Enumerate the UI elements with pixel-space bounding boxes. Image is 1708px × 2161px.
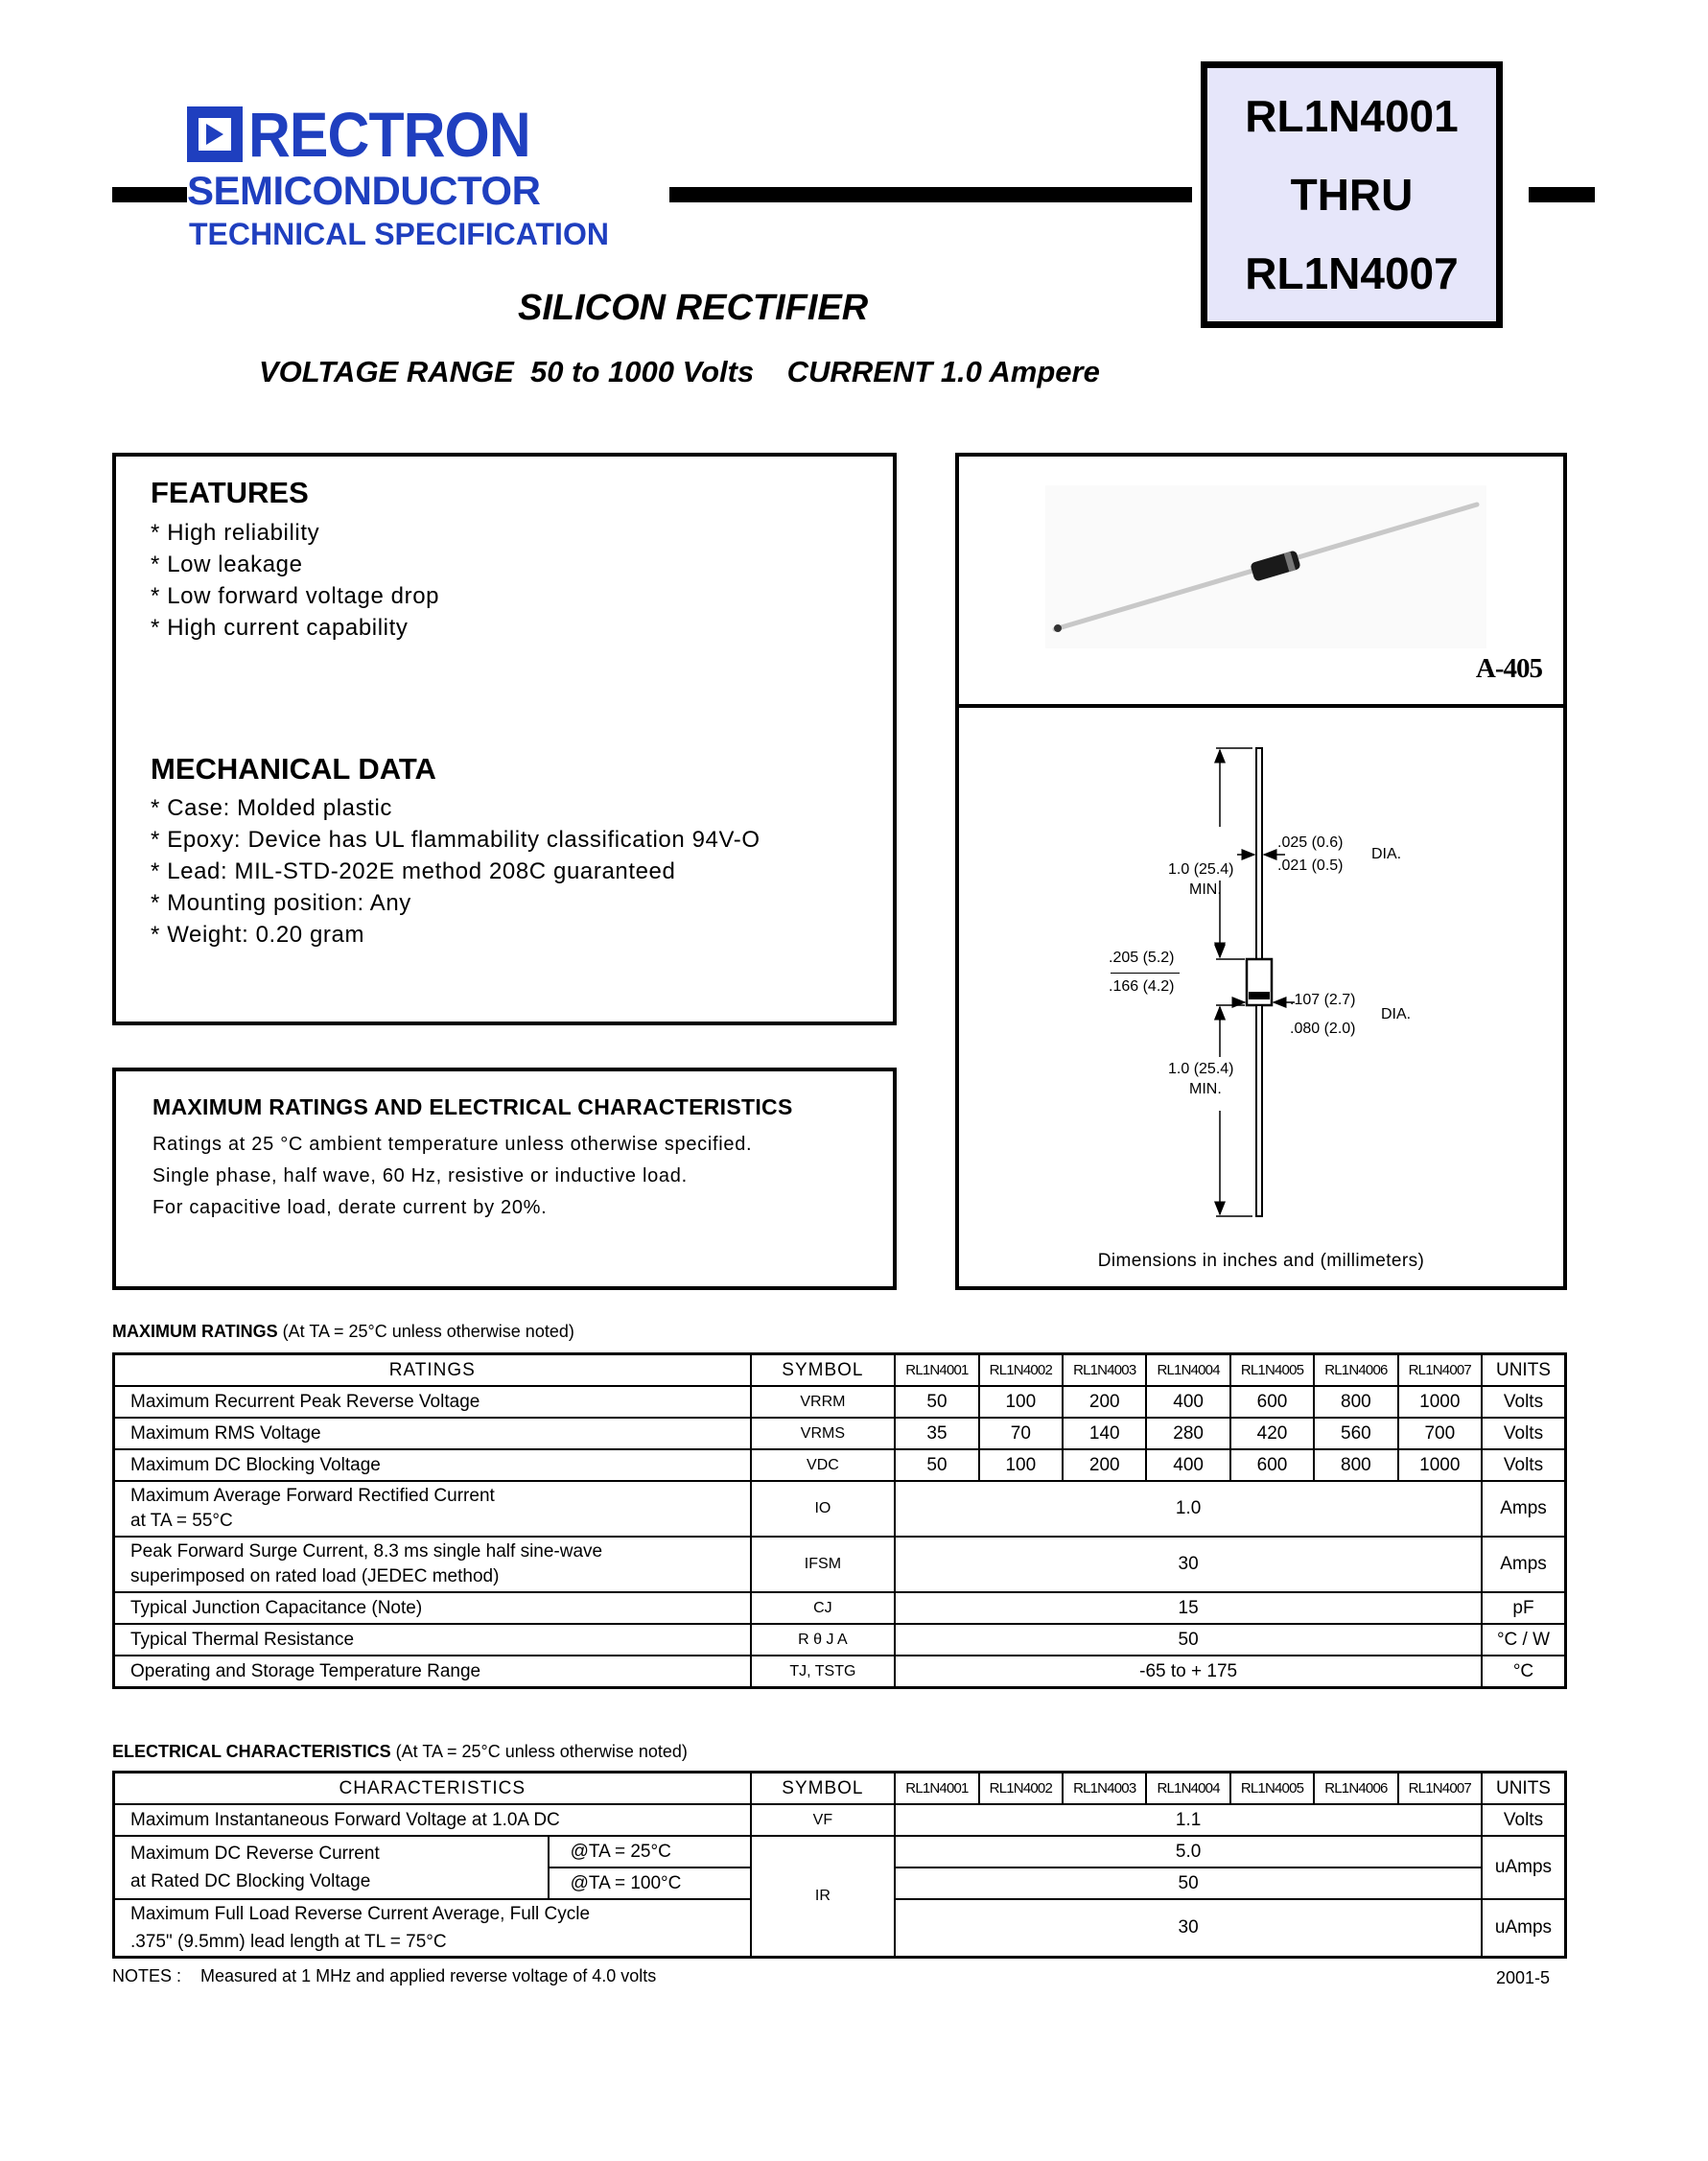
col-part: RL1N4004: [1146, 1773, 1229, 1805]
cell: 100: [979, 1386, 1063, 1418]
row-name: [114, 1899, 751, 1958]
cell: 420: [1230, 1418, 1314, 1449]
col-part: RL1N4007: [1398, 1354, 1482, 1387]
cell: 50: [895, 1867, 1482, 1899]
list-item: * Low forward voltage drop: [151, 583, 440, 609]
col-part: RL1N4007: [1398, 1773, 1482, 1805]
part-thru: THRU: [1290, 170, 1414, 220]
row-symbol: IO: [751, 1481, 896, 1537]
cell: 30: [895, 1899, 1482, 1958]
list-item: * High reliability: [151, 520, 320, 546]
brand-name: RECTRON: [248, 99, 530, 170]
col-part: RL1N4006: [1314, 1773, 1397, 1805]
row-name-line: at Rated DC Blocking Voltage: [130, 1871, 371, 1891]
lead-dia-label: DIA.: [1371, 846, 1402, 862]
part-to: RL1N4007: [1245, 248, 1459, 298]
col-part: RL1N4003: [1063, 1354, 1146, 1387]
cell: 800: [1314, 1386, 1397, 1418]
row-name: [114, 1481, 751, 1537]
cell: 600: [1230, 1386, 1314, 1418]
package-photo-box: [955, 453, 1567, 708]
body-dia-min: .080 (2.0): [1290, 1021, 1356, 1037]
table-row: [114, 1386, 1566, 1418]
cell: 30: [895, 1537, 1482, 1592]
mechanical-heading: MECHANICAL DATA: [151, 752, 436, 786]
doc-subtitle: VOLTAGE RANGE 50 to 1000 Volts CURRENT 1.0 Ampere: [259, 355, 1100, 388]
body-dia-label: DIA.: [1381, 1006, 1412, 1022]
lead-dia-min: .021 (0.5): [1277, 857, 1344, 874]
cell: 280: [1146, 1418, 1229, 1449]
col-part: RL1N4001: [895, 1773, 978, 1805]
max-ratings-caption-rest: (At TA = 25°C unless otherwise noted): [277, 1322, 574, 1341]
col-symbol: SYMBOL: [751, 1773, 896, 1805]
table-header-row: [114, 1354, 1566, 1387]
col-characteristics: CHARACTERISTICS: [114, 1773, 751, 1805]
header-rule-middle: [669, 187, 1192, 202]
brand-logo: [187, 101, 554, 168]
list-item: * Mounting position: Any: [151, 890, 411, 916]
lead-dia-max: .025 (0.6): [1277, 834, 1344, 851]
row-unit: Volts: [1482, 1386, 1566, 1418]
cell: 1000: [1398, 1449, 1482, 1481]
row-unit: Amps: [1482, 1537, 1566, 1592]
note-line: Single phase, half wave, 60 Hz, resistive or inductive load.: [152, 1165, 688, 1186]
header-rule-left: [112, 187, 187, 202]
max-ratings-table: [112, 1352, 1567, 1689]
elec-caption-bold: ELECTRICAL CHARACTERISTICS: [112, 1742, 391, 1761]
mechanical-list: [151, 792, 760, 951]
cell: 1.0: [895, 1481, 1482, 1537]
list-item: * Lead: MIL-STD-202E method 208C guaranteed: [151, 858, 676, 884]
col-ratings: RATINGS: [114, 1354, 751, 1387]
row-unit: pF: [1482, 1592, 1566, 1624]
cell: 200: [1063, 1386, 1146, 1418]
rectron-logo-icon: [187, 106, 243, 162]
col-units: UNITS: [1482, 1354, 1566, 1387]
cell: 70: [979, 1418, 1063, 1449]
cell: 50: [895, 1624, 1482, 1656]
row-name-line: at TA = 55°C: [130, 1511, 233, 1531]
cell: 1000: [1398, 1386, 1482, 1418]
row-name: Typical Junction Capacitance (Note): [114, 1592, 751, 1624]
row-name: [114, 1836, 549, 1899]
body-length-min: .166 (4.2): [1109, 978, 1175, 995]
features-list: [151, 517, 439, 644]
col-part: RL1N4003: [1063, 1773, 1146, 1805]
dimension-caption: Dimensions in inches and (millimeters): [1097, 1251, 1425, 1271]
row-unit: Amps: [1482, 1481, 1566, 1537]
cell: 600: [1230, 1449, 1314, 1481]
dimension-drawing: [959, 708, 1563, 1286]
row-symbol: VRMS: [751, 1418, 896, 1449]
cell: 400: [1146, 1386, 1229, 1418]
list-item: * High current capability: [151, 615, 409, 641]
list-item: * Case: Molded plastic: [151, 795, 392, 821]
cell: 35: [895, 1418, 978, 1449]
row-symbol: R θ J A: [751, 1624, 896, 1656]
revision-date: 2001-5: [1496, 1968, 1551, 1987]
diode-photo: [1045, 485, 1486, 648]
row-name-line: .375" (9.5mm) lead length at TL = 75°C: [130, 1932, 447, 1952]
col-part: RL1N4002: [979, 1354, 1063, 1387]
col-part: RL1N4002: [979, 1773, 1063, 1805]
brand-subtitle: SEMICONDUCTOR: [187, 168, 541, 213]
cell: 800: [1314, 1449, 1397, 1481]
body-dia-max: .107 (2.7): [1290, 992, 1356, 1008]
cell: 5.0: [895, 1836, 1482, 1867]
table-row: [114, 1449, 1566, 1481]
table-header-row: [114, 1773, 1566, 1805]
note-line: For capacitive load, derate current by 20%.: [152, 1197, 548, 1218]
bottom-lead-min: MIN.: [1189, 1081, 1222, 1097]
row-name: Maximum RMS Voltage: [114, 1418, 751, 1449]
row-symbol: IFSM: [751, 1537, 896, 1592]
row-name-line: Maximum Full Load Reverse Current Average, Full Cycle: [130, 1904, 591, 1924]
ratings-note-lines: [152, 1129, 752, 1224]
cell: 100: [979, 1449, 1063, 1481]
row-name: Typical Thermal Resistance: [114, 1624, 751, 1656]
features-heading: FEATURES: [151, 476, 309, 509]
row-unit: Volts: [1482, 1804, 1566, 1836]
table-row: [114, 1418, 1566, 1449]
max-ratings-caption: [112, 1322, 574, 1342]
list-item: * Epoxy: Device has UL flammability classification 94V-O: [151, 827, 760, 853]
row-name-line: Maximum Average Forward Rectified Current: [130, 1486, 495, 1506]
row-unit: Volts: [1482, 1418, 1566, 1449]
row-name-line: Peak Forward Surge Current, 8.3 ms single half sine-wave: [130, 1541, 603, 1562]
features-box: [112, 453, 897, 1025]
condition-cell: @TA = 25°C: [549, 1836, 751, 1867]
table-row: [114, 1592, 1566, 1624]
col-part: RL1N4006: [1314, 1354, 1397, 1387]
row-name-line: superimposed on rated load (JEDEC method): [130, 1566, 500, 1586]
cell: 200: [1063, 1449, 1146, 1481]
notes: NOTES : Measured at 1 MHz and applied reverse voltage of 4.0 volts: [112, 1966, 657, 1985]
bottom-lead-length: 1.0 (25.4): [1168, 1061, 1234, 1077]
ratings-note-heading: MAXIMUM RATINGS AND ELECTRICAL CHARACTERISTICS: [152, 1094, 793, 1119]
row-symbol: CJ: [751, 1592, 896, 1624]
divider: [1111, 973, 1180, 974]
table-row: [114, 1804, 1566, 1836]
elec-caption: [112, 1742, 688, 1762]
row-unit: Volts: [1482, 1449, 1566, 1481]
max-ratings-caption-bold: MAXIMUM RATINGS: [112, 1322, 278, 1341]
elec-table: [112, 1771, 1567, 1959]
row-symbol: VF: [751, 1804, 896, 1836]
header-rule-right: [1529, 187, 1595, 202]
col-part: RL1N4001: [895, 1354, 978, 1387]
row-name: Maximum Recurrent Peak Reverse Voltage: [114, 1386, 751, 1418]
ratings-note-box: [112, 1068, 897, 1290]
part-from: RL1N4001: [1245, 91, 1459, 141]
table-row: [114, 1624, 1566, 1656]
col-units: UNITS: [1482, 1773, 1566, 1805]
cell: 140: [1063, 1418, 1146, 1449]
row-unit: uAmps: [1482, 1899, 1566, 1958]
dimension-drawing-box: [955, 704, 1567, 1290]
row-unit: uAmps: [1482, 1836, 1566, 1899]
row-symbol: IR: [751, 1836, 896, 1958]
cell: 560: [1314, 1418, 1397, 1449]
note-line: Ratings at 25 °C ambient temperature unless otherwise specified.: [152, 1134, 753, 1155]
cell: 400: [1146, 1449, 1229, 1481]
brand-tagline: TECHNICAL SPECIFICATION: [189, 217, 609, 251]
elec-caption-rest: (At TA = 25°C unless otherwise noted): [390, 1742, 688, 1761]
row-name: [114, 1537, 751, 1592]
row-name-line: Maximum DC Reverse Current: [130, 1844, 380, 1864]
table-row: [114, 1836, 1566, 1867]
table-row: [114, 1481, 1566, 1537]
top-lead-length: 1.0 (25.4): [1168, 861, 1234, 878]
body-length-max: .205 (5.2): [1109, 950, 1175, 966]
table-row: [114, 1656, 1566, 1688]
list-item: * Low leakage: [151, 552, 303, 577]
col-part: RL1N4005: [1230, 1773, 1314, 1805]
package-label: A-405: [1475, 653, 1542, 684]
col-part: RL1N4005: [1230, 1354, 1314, 1387]
cell: 50: [895, 1449, 978, 1481]
row-symbol: VDC: [751, 1449, 896, 1481]
top-lead-min: MIN.: [1189, 881, 1222, 898]
doc-title: SILICON RECTIFIER: [518, 288, 869, 328]
col-part: RL1N4004: [1146, 1354, 1229, 1387]
cell: 15: [895, 1592, 1482, 1624]
row-unit: °C / W: [1482, 1624, 1566, 1656]
row-symbol: TJ, TSTG: [751, 1656, 896, 1688]
table-row: [114, 1537, 1566, 1592]
row-name: Operating and Storage Temperature Range: [114, 1656, 751, 1688]
row-name: Maximum Instantaneous Forward Voltage at 1.0A DC: [114, 1804, 751, 1836]
cell: 700: [1398, 1418, 1482, 1449]
cell: 1.1: [895, 1804, 1482, 1836]
part-number-box: [1201, 61, 1503, 328]
row-symbol: VRRM: [751, 1386, 896, 1418]
cell: 50: [895, 1386, 978, 1418]
condition-cell: @TA = 100°C: [549, 1867, 751, 1899]
cell: -65 to + 175: [895, 1656, 1482, 1688]
row-unit: °C: [1482, 1656, 1566, 1688]
list-item: * Weight: 0.20 gram: [151, 922, 365, 948]
row-name: Maximum DC Blocking Voltage: [114, 1449, 751, 1481]
col-symbol: SYMBOL: [751, 1354, 896, 1387]
